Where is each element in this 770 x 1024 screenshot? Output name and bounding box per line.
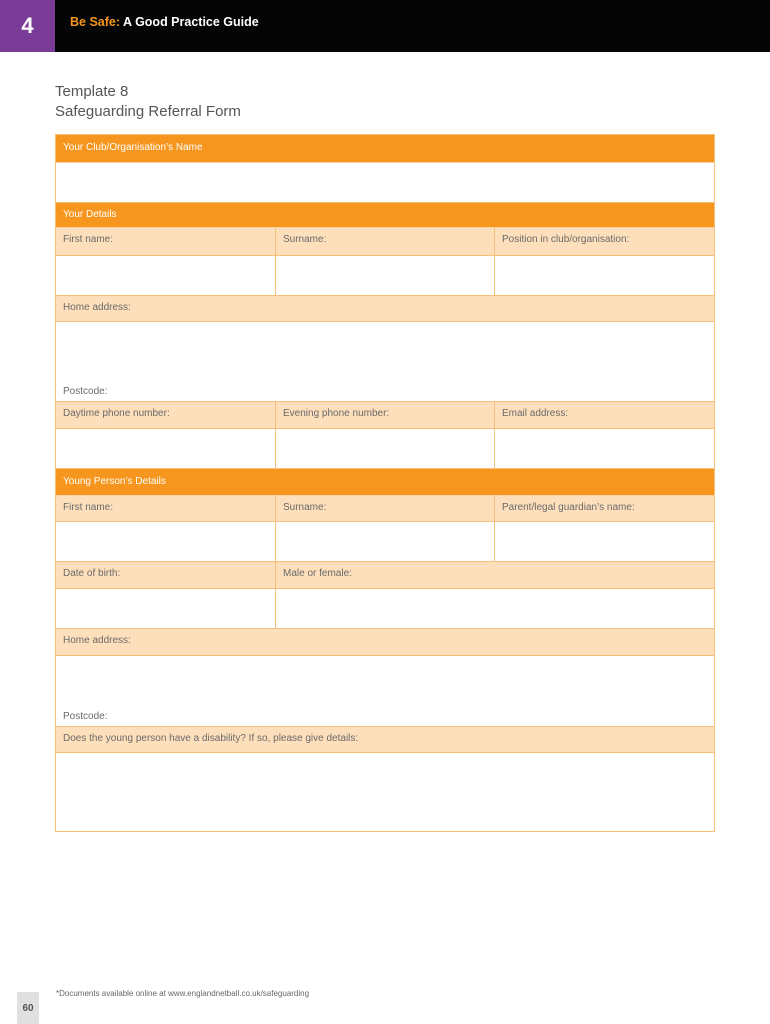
your-details-fields-row [56, 256, 714, 296]
page-number: 60 [17, 992, 39, 1024]
disability-label: Does the young person have a disability? If so, please give details: [63, 733, 359, 744]
dob-label: Date of birth: [63, 568, 121, 579]
position-field[interactable] [495, 256, 714, 296]
young-person-fields-row [56, 522, 714, 562]
header-title-rest: A Good Practice Guide [120, 15, 259, 29]
position-label: Position in club/organisation: [502, 234, 630, 245]
gender-field[interactable] [276, 589, 714, 629]
header-title-accent: Be Safe: [70, 15, 121, 29]
phone-fields-row [56, 429, 714, 469]
your-details-header [56, 203, 714, 228]
yp-surname-label: Surname: [283, 502, 327, 513]
evening-phone-field[interactable] [276, 429, 495, 469]
yp-first-name-field[interactable] [56, 522, 276, 562]
yp-surname-field[interactable] [276, 522, 495, 562]
first-name-field[interactable] [56, 256, 276, 296]
surname-label: Surname: [283, 234, 327, 245]
disability-field-row [56, 753, 714, 831]
young-person-header [56, 469, 714, 496]
yp-postcode-label: Postcode: [63, 711, 108, 722]
footnote: *Documents available online at www.englandnetball.co.uk/safeguarding [56, 989, 310, 998]
disability-label-row [56, 727, 714, 753]
yp-home-address-label-row [56, 629, 714, 656]
first-name-label: First name: [63, 234, 114, 245]
template-number: Template 8 [55, 83, 129, 100]
daytime-phone-label: Daytime phone number: [63, 408, 170, 419]
referral-form [55, 134, 715, 832]
young-person-label: Young Person’s Details [63, 476, 166, 487]
email-label: Email address: [502, 408, 569, 419]
club-name-row [56, 163, 714, 203]
your-details-label: Your Details [63, 209, 117, 220]
home-address-label: Home address: [63, 302, 131, 313]
home-address-field-row [56, 322, 714, 402]
phone-labels-row [56, 402, 714, 429]
email-field[interactable] [495, 429, 714, 469]
yp-home-address-field[interactable] [56, 656, 714, 727]
your-details-labels-row [56, 228, 714, 256]
young-person-labels-row [56, 496, 714, 522]
postcode-label: Postcode: [63, 386, 108, 397]
club-section-label: Your Club/Organisation’s Name [63, 142, 203, 153]
home-address-field[interactable] [56, 322, 714, 402]
disability-field[interactable] [56, 753, 714, 831]
evening-phone-label: Evening phone number: [283, 408, 390, 419]
guardian-label: Parent/legal guardian’s name: [502, 502, 635, 513]
gender-label: Male or female: [283, 568, 352, 579]
club-name-field[interactable] [56, 163, 714, 203]
dob-gender-fields-row [56, 589, 714, 629]
club-section-header [56, 135, 714, 163]
yp-first-name-label: First name: [63, 502, 114, 513]
header-title [70, 15, 259, 29]
chapter-number: 4 [0, 0, 55, 52]
surname-field[interactable] [276, 256, 495, 296]
yp-home-address-field-row [56, 656, 714, 727]
guardian-field[interactable] [495, 522, 714, 562]
daytime-phone-field[interactable] [56, 429, 276, 469]
page-header [0, 0, 770, 52]
dob-gender-labels-row [56, 562, 714, 589]
form-title: Safeguarding Referral Form [55, 103, 241, 120]
yp-home-address-label: Home address: [63, 635, 131, 646]
dob-field[interactable] [56, 589, 276, 629]
home-address-label-row [56, 296, 714, 322]
